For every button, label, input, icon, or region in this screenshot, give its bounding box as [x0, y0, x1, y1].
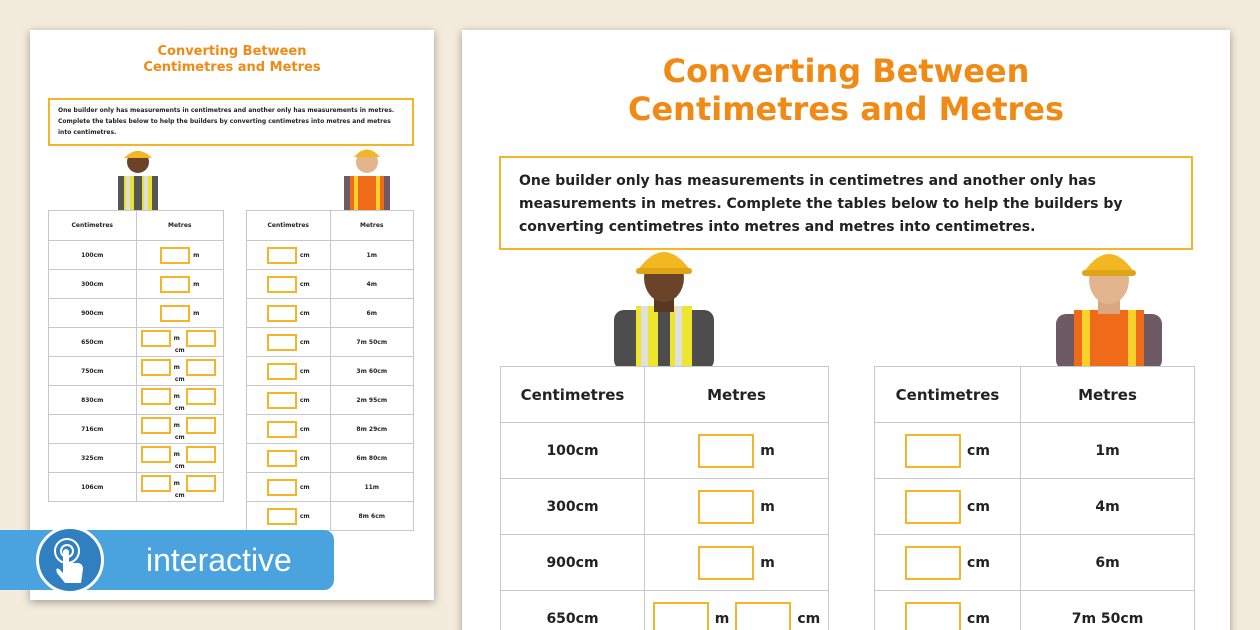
col-header-m: Metres — [330, 211, 414, 241]
thumbnail-intro: One builder only has measurements in centimetres and another only has measurements in metres. Complete the tables below to help the builders by converting centimetres into metres and metres into centimetres. — [48, 98, 414, 146]
answer-box[interactable] — [186, 446, 216, 463]
table-row: cm 4m — [875, 479, 1195, 535]
answer-box[interactable] — [160, 305, 190, 322]
answer-box[interactable] — [160, 247, 190, 264]
answer-box[interactable] — [186, 417, 216, 434]
answer-box[interactable] — [653, 602, 709, 630]
answer-box[interactable] — [141, 475, 171, 492]
table-row: 830cm mcm — [49, 386, 224, 415]
table-row: 100cm m — [501, 423, 829, 479]
answer-box[interactable] — [905, 490, 961, 524]
builder-2-icon — [1052, 236, 1166, 368]
answer-box[interactable] — [267, 450, 297, 467]
col-header-cm: Centimetres — [875, 367, 1021, 423]
table-row: 650cm m cm — [501, 591, 829, 630]
table-row: cm 7m 50cm — [875, 591, 1195, 630]
builder-1-icon — [608, 236, 720, 368]
table-row: 900cm m — [49, 299, 224, 328]
interactive-label: interactive — [146, 542, 292, 578]
answer-box[interactable] — [267, 305, 297, 322]
table-row: cm 2m 95cm — [247, 386, 414, 415]
table-row: 106cm mcm — [49, 473, 224, 502]
table-row: 750cm mcm — [49, 357, 224, 386]
answer-box[interactable] — [160, 276, 190, 293]
table-row: cm 4m — [247, 270, 414, 299]
table-row: 300cm m — [501, 479, 829, 535]
answer-box[interactable] — [267, 334, 297, 351]
table-row: cm 7m 50cm — [247, 328, 414, 357]
thumbnail-table-m-to-cm — [246, 210, 414, 531]
col-header-m: Metres — [1021, 367, 1195, 423]
col-header-m: Metres — [136, 211, 224, 241]
touch-hand-icon — [36, 526, 104, 594]
col-header-m: Metres — [645, 367, 829, 423]
table-row: 325cm mcm — [49, 444, 224, 473]
interactive-badge[interactable] — [0, 530, 334, 590]
page-title: Converting Between Centimetres and Metres — [627, 52, 1065, 129]
table-row: cm 6m — [875, 535, 1195, 591]
table-row: 300cm m — [49, 270, 224, 299]
answer-box[interactable] — [186, 388, 216, 405]
builder-1-icon — [104, 142, 168, 214]
table-row: cm 3m 60cm — [247, 357, 414, 386]
thumbnail-table-cm-to-m — [48, 210, 224, 502]
answer-box[interactable] — [141, 417, 171, 434]
answer-box[interactable] — [141, 359, 171, 376]
col-header-cm: Centimetres — [247, 211, 331, 241]
table-row: cm 8m 6cm — [247, 502, 414, 531]
answer-box[interactable] — [905, 602, 961, 630]
answer-box[interactable] — [267, 508, 297, 525]
answer-box[interactable] — [905, 434, 961, 468]
answer-box[interactable] — [267, 247, 297, 264]
answer-box[interactable] — [186, 359, 216, 376]
builder-2-icon — [336, 140, 396, 212]
answer-box[interactable] — [267, 421, 297, 438]
col-header-cm: Centimetres — [49, 211, 137, 241]
table-row: cm 11m — [247, 473, 414, 502]
answer-box[interactable] — [698, 434, 754, 468]
table-m-to-cm — [874, 366, 1195, 630]
answer-box[interactable] — [267, 363, 297, 380]
answer-box[interactable] — [186, 330, 216, 347]
answer-box[interactable] — [698, 546, 754, 580]
answer-box[interactable] — [698, 490, 754, 524]
answer-box[interactable] — [141, 388, 171, 405]
worksheet-thumbnail[interactable] — [30, 30, 434, 600]
answer-box[interactable] — [141, 330, 171, 347]
table-row: cm 6m 80cm — [247, 444, 414, 473]
answer-box[interactable] — [141, 446, 171, 463]
table-row: 900cm m — [501, 535, 829, 591]
table-row: cm 8m 29cm — [247, 415, 414, 444]
col-header-cm: Centimetres — [501, 367, 645, 423]
answer-box[interactable] — [735, 602, 791, 630]
table-row: 650cm mcm — [49, 328, 224, 357]
thumbnail-title: Converting Between Centimetres and Metres — [143, 44, 321, 75]
answer-box[interactable] — [267, 276, 297, 293]
table-row: cm 6m — [247, 299, 414, 328]
table-row: cm 1m — [875, 423, 1195, 479]
answer-box[interactable] — [186, 475, 216, 492]
table-row: cm 1m — [247, 241, 414, 270]
worksheet-page — [462, 30, 1230, 630]
table-row: 716cm mcm — [49, 415, 224, 444]
answer-box[interactable] — [905, 546, 961, 580]
table-row: 100cm m — [49, 241, 224, 270]
table-cm-to-m — [500, 366, 829, 630]
answer-box[interactable] — [267, 392, 297, 409]
answer-box[interactable] — [267, 479, 297, 496]
instructions-box: One builder only has measurements in centimetres and another only has measurements in metres. Complete the tables below to help the builders by converting centimetres into metres and metres into centimetres. — [499, 156, 1193, 250]
